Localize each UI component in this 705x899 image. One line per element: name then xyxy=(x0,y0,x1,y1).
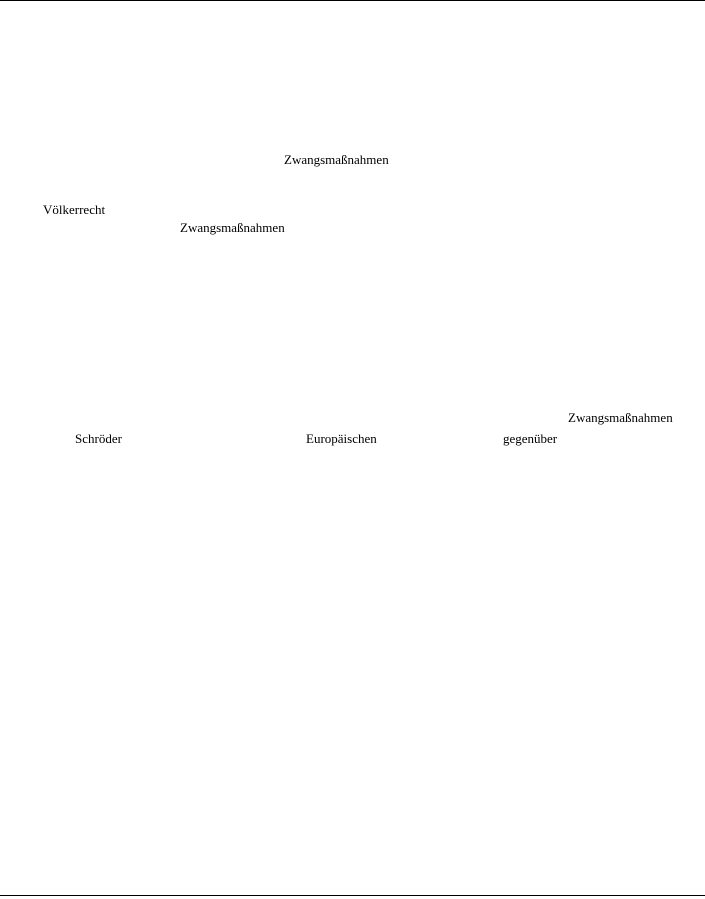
word-schroeder: Schröder xyxy=(75,431,122,446)
word-voelkerrecht: Völkerrecht xyxy=(43,202,106,217)
word-zwangsmassnahmen-3: Zwangsmaßnahmen xyxy=(568,410,673,425)
word-europaeischen: Europäischen xyxy=(306,431,377,446)
bottom-rule xyxy=(0,895,705,896)
top-rule xyxy=(0,0,705,1)
word-zwangsmassnahmen-2: Zwangsmaßnahmen xyxy=(180,220,285,235)
word-gegenueber: gegenüber xyxy=(503,431,558,446)
word-zwangsmassnahmen-1: Zwangsmaßnahmen xyxy=(284,152,389,167)
